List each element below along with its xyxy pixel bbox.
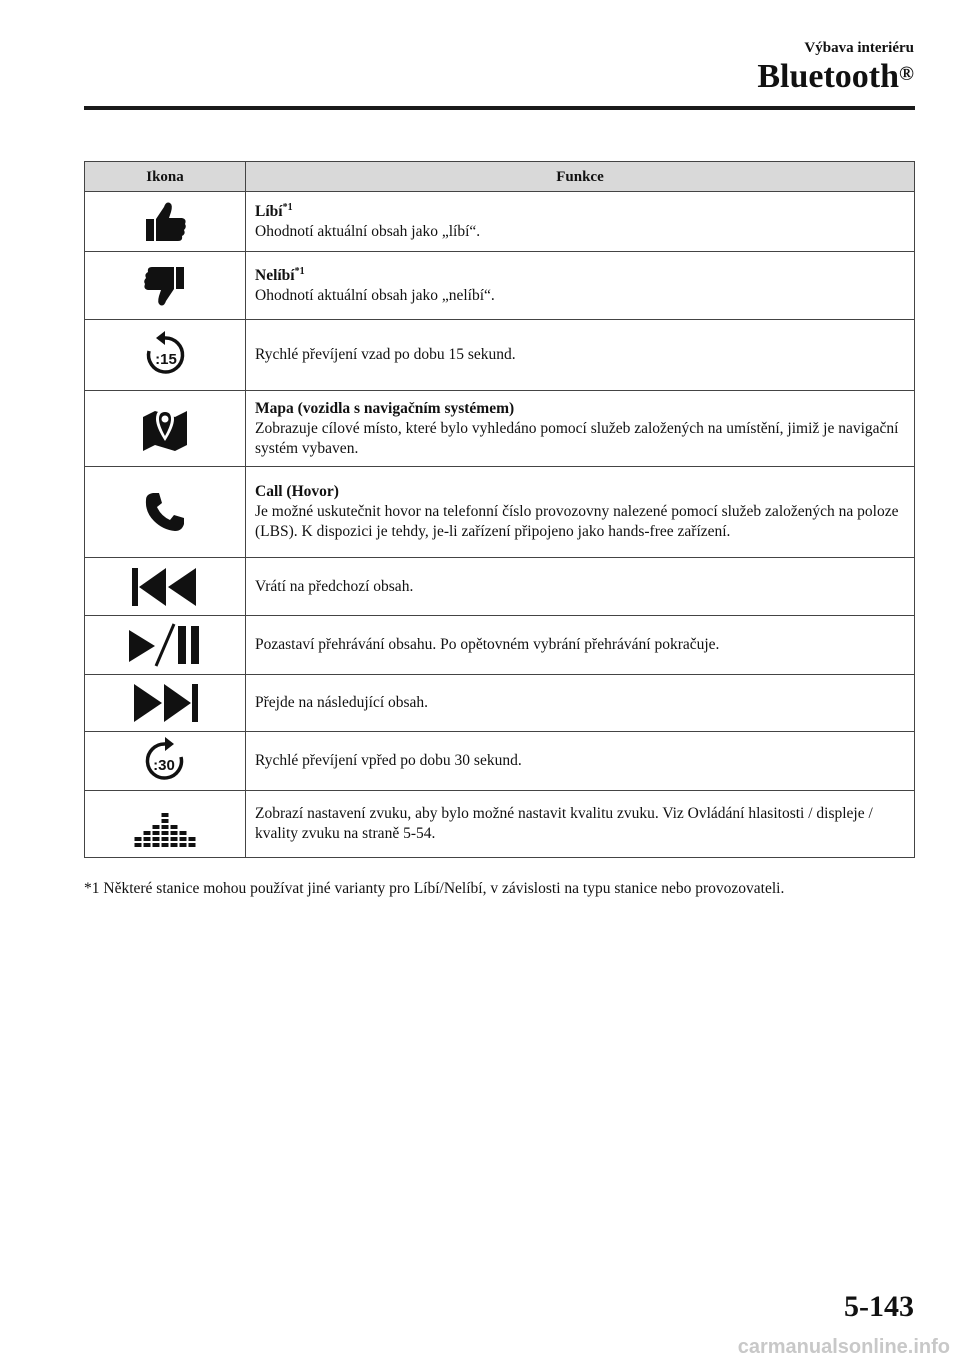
- function-title: Mapa (vozidla s navigačním systémem): [255, 399, 515, 417]
- equalizer-segment: [153, 831, 160, 835]
- icon-cell: [85, 675, 246, 732]
- icon-cell: [85, 732, 246, 791]
- footnote-ref: *1: [294, 265, 305, 277]
- column-header-icon: Ikona: [85, 162, 246, 192]
- function-description: Pozastaví přehrávání obsahu. Po opětovném vybrání přehrávání pokračuje.: [255, 636, 720, 653]
- icon-function-table: [84, 161, 915, 858]
- table-row: [85, 192, 915, 252]
- function-cell: [246, 467, 915, 558]
- registered-mark: ®: [899, 63, 914, 85]
- equalizer-segment: [162, 843, 169, 847]
- thumbs-down-icon: [142, 263, 188, 309]
- function-description: Zobrazí nastavení zvuku, aby bylo možné nastavit kvalitu zvuku. Viz Ovládání hlasitosti / displeje / kvality zvuku na straně 5-54.: [255, 805, 873, 842]
- header-title: [757, 54, 914, 100]
- next-track-icon: [130, 682, 200, 724]
- function-title: Call (Hovor): [255, 483, 339, 500]
- table-row: [85, 467, 915, 558]
- icon-cell: [85, 558, 246, 616]
- page-number: 5-143: [844, 1290, 914, 1323]
- function-description: Zobrazuje cílové místo, které bylo vyhledáno pomocí služeb založených na umístění, jimiž je navigační systém vybaven.: [255, 419, 899, 457]
- table-row: [85, 732, 915, 791]
- equalizer-segment: [162, 819, 169, 823]
- function-cell: [246, 558, 915, 616]
- footnote: *1 Některé stanice mohou používat jiné varianty pro Líbí/Nelíbí, v závislosti na typu stanice nebo provozovateli.: [84, 880, 785, 897]
- equalizer-segment: [171, 825, 178, 829]
- equalizer-segment: [144, 843, 151, 847]
- equalizer-segment: [180, 837, 187, 841]
- function-description: Rychlé převíjení vpřed po dobu 30 sekund.: [255, 752, 522, 769]
- function-cell: [246, 252, 915, 320]
- function-cell: [246, 320, 915, 391]
- watermark: carmanualsonline.info: [737, 1336, 950, 1358]
- function-cell: [246, 616, 915, 675]
- header-rule: [84, 106, 915, 110]
- function-cell: [246, 675, 915, 732]
- equalizer-segment: [153, 843, 160, 847]
- previous-track-icon: [130, 566, 200, 608]
- icon-cell: [85, 252, 246, 320]
- function-title: Nelíbí$^{*1}$: [255, 265, 305, 284]
- function-cell: [246, 391, 915, 467]
- skip-forward-30-label: :30: [153, 757, 175, 774]
- icon-cell: [85, 467, 246, 558]
- footnote-ref: *1: [282, 201, 293, 213]
- table-row: [85, 616, 915, 675]
- equalizer-segment: [162, 825, 169, 829]
- table-header-row: [85, 162, 915, 192]
- table-row: [85, 391, 915, 467]
- column-header-function: Funkce: [246, 162, 915, 192]
- function-description: Vrátí na předchozí obsah.: [255, 577, 414, 595]
- function-description: Ohodnotí aktuální obsah jako „nelíbí“.: [255, 286, 495, 304]
- skip-back-15-icon: [141, 331, 189, 379]
- equalizer-segment: [153, 837, 160, 841]
- table-row: [85, 252, 915, 320]
- equalizer-segment: [189, 837, 196, 841]
- function-description: Je možné uskutečnit hovor na telefonní číslo provozovny nalezené pomocí služeb založených na poloze (LBS). K dispozici je tehdy, je-li zařízení připojeno jako hands-free zařízení.: [255, 503, 899, 540]
- map-pin-icon: [140, 405, 190, 453]
- equalizer-segment: [144, 831, 151, 835]
- function-cell: [246, 791, 915, 858]
- equalizer-segment: [153, 825, 160, 829]
- icon-cell: [85, 616, 246, 675]
- equalizer-segment: [180, 831, 187, 835]
- equalizer-segment: [162, 813, 169, 817]
- skip-back-15-label: :15: [155, 351, 177, 368]
- equalizer-icon: [134, 799, 196, 849]
- function-cell: [246, 192, 915, 252]
- play-pause-icon: [125, 622, 205, 668]
- equalizer-segment: [171, 837, 178, 841]
- function-title: Líbí$^{*1}$: [255, 201, 293, 220]
- phone-icon: [143, 490, 187, 534]
- equalizer-segment: [180, 843, 187, 847]
- header-section: Výbava interiéru: [804, 40, 914, 56]
- equalizer-segment: [189, 843, 196, 847]
- table-row: [85, 320, 915, 391]
- function-description: Ohodnotí aktuální obsah jako „líbí“.: [255, 222, 481, 240]
- equalizer-segment: [171, 843, 178, 847]
- icon-cell: [85, 192, 246, 252]
- table-row: [85, 558, 915, 616]
- table-row: [85, 791, 915, 858]
- skip-forward-30-icon: [141, 737, 189, 785]
- equalizer-segment: [162, 831, 169, 835]
- table-row: [85, 675, 915, 732]
- icon-cell: [85, 791, 246, 858]
- function-cell: [246, 732, 915, 791]
- icon-cell: [85, 320, 246, 391]
- equalizer-segment: [144, 837, 151, 841]
- equalizer-segment: [135, 837, 142, 841]
- equalizer-segment: [162, 837, 169, 841]
- equalizer-segment: [171, 831, 178, 835]
- icon-cell: [85, 391, 246, 467]
- thumbs-up-icon: [142, 199, 188, 245]
- equalizer-segment: [135, 843, 142, 847]
- function-description: Rychlé převíjení vzad po dobu 15 sekund.: [255, 346, 516, 363]
- function-description: Přejde na následující obsah.: [255, 694, 429, 711]
- header-title-text: Bluetooth: [757, 58, 900, 95]
